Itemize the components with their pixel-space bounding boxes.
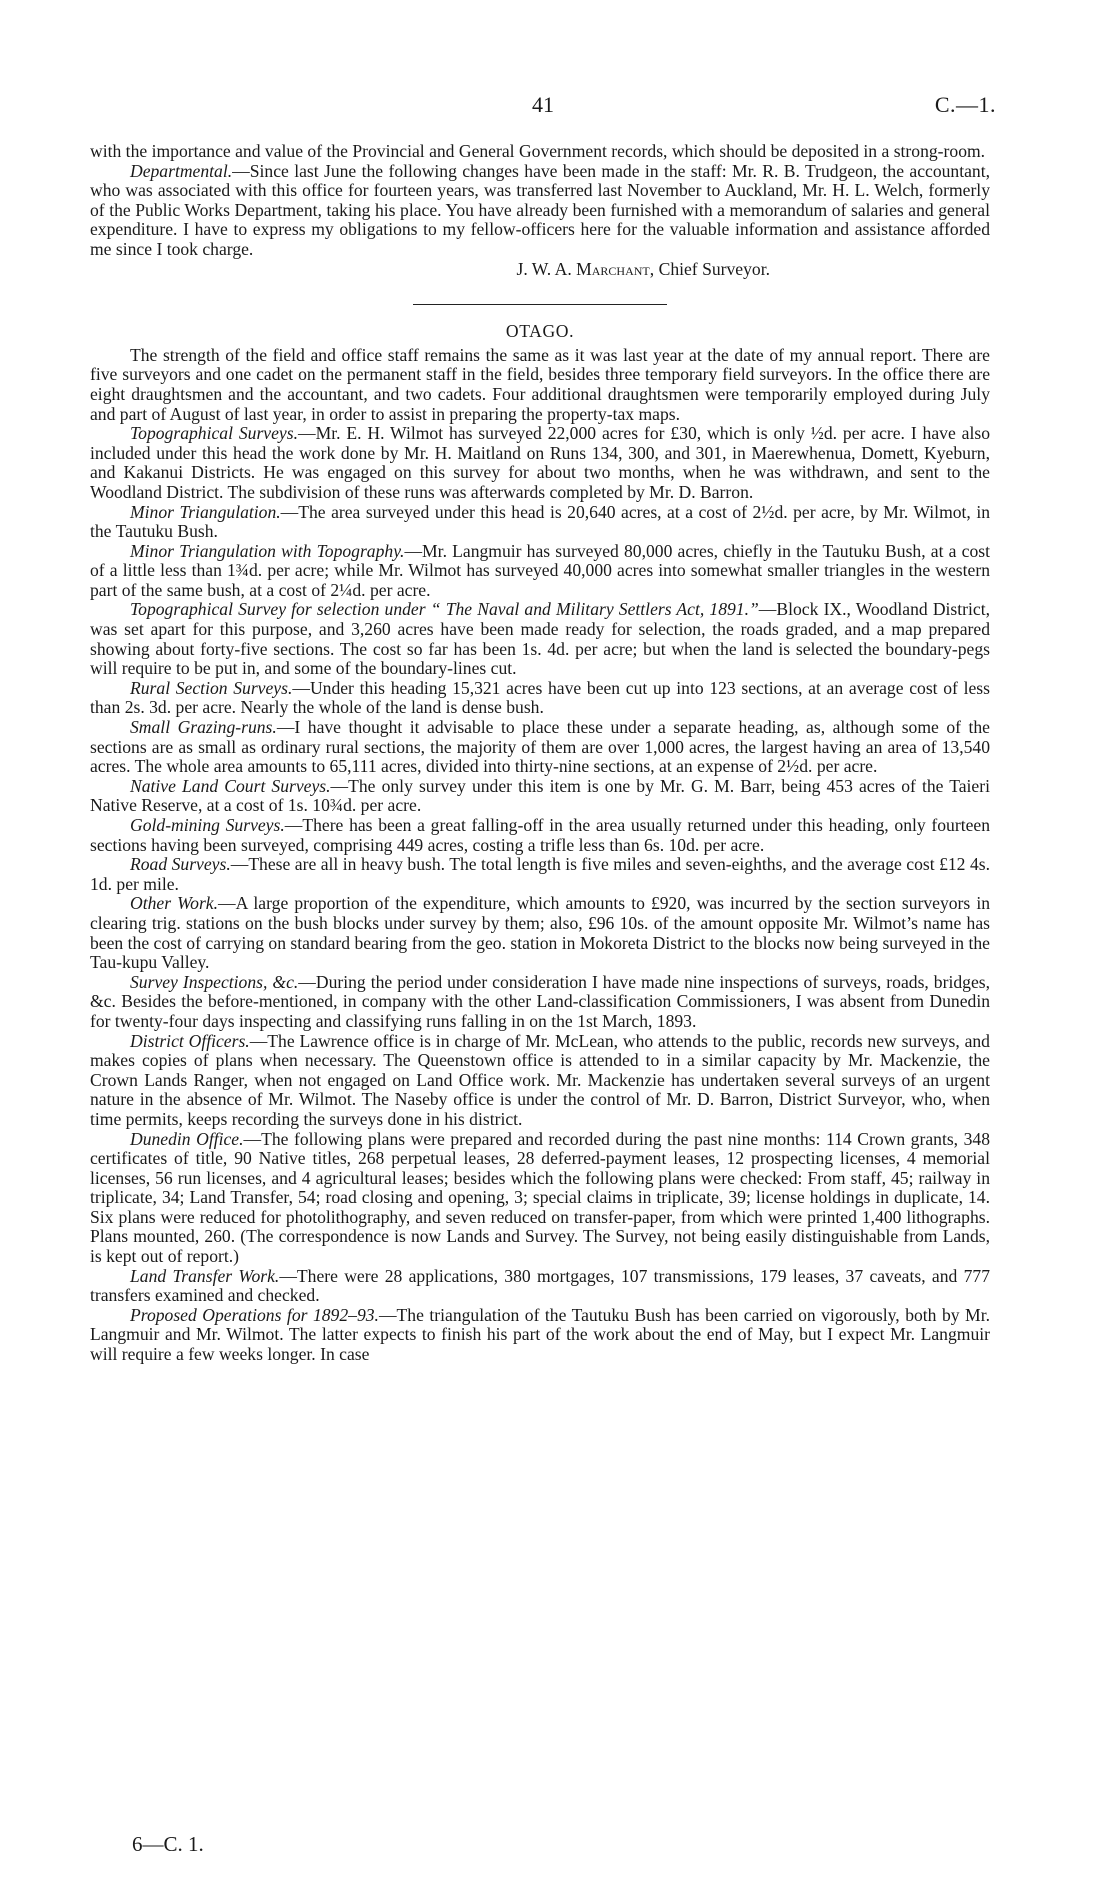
- paragraph-text: —The Lawrence office is in charge of Mr. McLean, who attends to the public, records new surveys, and makes copies of plans when necessary. The Queenstown office is attended to in a similar capacity by Mr. Mackenzie, the Crown Lands Ranger, when not engaged on Land Office work. Mr. Mackenzie has undertaken several surveys of an urgent nature in the absence of Mr. Wilmot. The Naseby office is under the control of Mr. D. Barron, District Surveyor, who, when time permits, keeps recording the surveys done in his district.: [90, 1030, 990, 1129]
- opening-paragraph: The strength of the field and office staff remains the same as it was last year at the date of my annual report. There are five surveyors and one cadet on the permanent staff in the field, besides three temporary field surveyors. In the office there are eight draughtsmen and the accountant, and two cadets. Four additional draughtsmen were temporarily employed during July and part of August of last year, in order to assist in preparing the property-tax maps.: [90, 344, 990, 424]
- paragraph-heading: Small Grazing-runs.: [130, 717, 277, 738]
- section-divider: [413, 304, 667, 305]
- departmental-text: —Since last June the following changes have been made in the staff: Mr. R. B. Trudgeon, the accountant, who was associated with this office for fourteen years, was transferred last November to Auckland, Mr. H. L. Welch, formerly of the Public Works Department, taking his place. You have already been furnished with a memorandum of salaries and general expenditure. I have to express my obligations to my fellow-officers here for the valuable information and assistance afforded me since I took charge.: [90, 160, 990, 259]
- section-paragraph: [90, 679, 990, 718]
- section-paragraph: [90, 1032, 990, 1130]
- paragraph-text: —The triangulation of the Tautuku Bush has been carried on vigorously, both by Mr. Langmuir and Mr. Wilmot. The latter expects to finish his part of the work about the end of May, but I expect Mr. Langmuir will require a few weeks longer. In case: [90, 1304, 990, 1365]
- body-text: [90, 142, 990, 1365]
- paragraph-heading: Minor Triangulation with Topography.: [130, 540, 405, 561]
- section-paragraph: [90, 424, 990, 502]
- page-number: 41: [532, 92, 554, 117]
- signature: [516, 260, 770, 280]
- section-paragraph: [90, 973, 990, 1032]
- section-paragraph: [90, 894, 990, 972]
- section-paragraph: [90, 503, 990, 542]
- paragraph-text: —The area surveyed under this head is 20,640 acres, at a cost of 2½d. per acre, by Mr. Wilmot, in the Tautuku Bush.: [90, 501, 990, 542]
- section-paragraph: [90, 816, 990, 855]
- paragraph-text: —Under this heading 15,321 acres have been cut up into 123 sections, at an average cost of less than 2s. 3d. per acre. Nearly the whole of the land is dense bush.: [90, 677, 990, 718]
- section-paragraph: [90, 855, 990, 894]
- signature-mark: 6—C. 1.: [132, 1832, 204, 1856]
- paragraph-text: —A large proportion of the expenditure, which amounts to £920, was incurred by the section surveyors in clearing trig. stations on the bush blocks under survey by them; also, £96 10s. of the amount opposite Mr. Wilmot’s name has been the cost of carrying on standard bearing from the geo. station in Mokoreta District to the blocks now being surveyed in the Tau-kupu Valley.: [90, 893, 991, 973]
- paragraph-text: —Block IX., Woodland District, was set apart for this purpose, and 3,260 acres have been made ready for selection, the roads graded, and a map prepared showing about forty-five sections. The cost so far has been 1s. 4d. per acre; but when the land is selected the boundary-pegs will require to be put in, and some of the boundary-lines cut.: [90, 599, 990, 679]
- section-paragraphs: [90, 424, 990, 1365]
- signature-name: J. W. A. Marchant,: [516, 258, 655, 279]
- paragraph-heading: Dunedin Office.: [130, 1128, 244, 1149]
- section-paragraph: [90, 1130, 990, 1267]
- paragraph-heading: Road Surveys.: [130, 854, 231, 875]
- paragraph-heading: Topographical Surveys.: [130, 423, 298, 444]
- section-paragraph: [90, 1267, 990, 1306]
- continued-paragraph: with the importance and value of the Provincial and General Government records, which should be deposited in a strong-room.: [90, 141, 986, 161]
- paragraph-text: —The following plans were prepared and recorded during the past nine months: 114 Crown grants, 348 certificates of title, 90 Native titles, 268 perpetual leases, 28 deferred-payment leases, 12 prospecting licenses, 4 memorial licenses, 56 run licenses, and 4 agricultural leases; besides which the following plans were checked: From staff, 45; railway in triplicate, 34; Land Transfer, 54; road closing and opening, 3; special claims in triplicate, 39; license holdings in duplicate, 14. Six plans were reduced for photolithography, and seven reduced on transfer-paper, from which were printed 1,400 lithographs. Plans mounted, 260. (The correspondence is now Lands and Survey. The Survey, not being easily distinguishable from Lands, is kept out of report.): [90, 1128, 991, 1267]
- paragraph-heading: Proposed Operations for 1892–93.: [130, 1304, 379, 1325]
- section-paragraph: [90, 600, 990, 678]
- paragraph-heading: Gold-mining Surveys.: [130, 815, 285, 835]
- paragraph-text: —Mr. E. H. Wilmot has surveyed 22,000 acres for £30, which is only ½d. per acre. I have also included under this head the work done by Mr. H. Maitland on Runs 134, 300, and 301, in Maerewhenua, Domett, Kyeburn, and Kakanui Districts. He was engaged on this survey for about two months, when he was withdrawn, and sent to the Woodland District. The subdivision of these runs was afterwards completed by Mr. D. Barron.: [90, 423, 990, 502]
- paragraph-text: —I have thought it advisable to place these under a separate heading, as, although some of the sections are as small as ordinary rural sections, the majority of them are over 1,000 acres, the largest having an area of 13,540 acres. The whole area amounts to 65,111 acres, divided into thirty-nine sections, at an expense of 2½d. per acre.: [90, 717, 990, 777]
- section-paragraph: [90, 777, 990, 816]
- signature-title: Chief Surveyor.: [658, 258, 770, 279]
- page-header: [90, 92, 996, 122]
- paragraph-heading: District Officers.: [130, 1030, 250, 1051]
- paragraph-heading: Land Transfer Work.: [130, 1265, 280, 1286]
- paragraph-text: —During the period under consideration I have made nine inspections of surveys, roads, bridges, &c. Besides the before-mentioned, in company with the other Land-classification Commissioners, I was absent from Dunedin for twenty-four days inspecting and classifying runs falling in on the 1st March, 1893.: [90, 971, 990, 1031]
- paragraph-heading: Survey Inspections, &c.: [130, 971, 299, 992]
- paragraph-heading: Native Land Court Surveys.: [130, 775, 331, 796]
- paragraph-text: —These are all in heavy bush. The total length is five miles and seven-eighths, and the average cost £12 4s. 1d. per mile.: [90, 854, 990, 894]
- section-title: OTAGO.: [505, 321, 575, 342]
- paragraph-heading: Other Work.: [130, 893, 219, 914]
- paragraph-text: —There were 28 applications, 380 mortgages, 107 transmissions, 179 leases, 37 caveats, and 777 transfers examined and checked.: [90, 1265, 990, 1306]
- paragraph-text: —There has been a great falling-off in the area usually returned under this heading, only fourteen sections having been surveyed, comprising 449 acres, costing a trifle less than 6s. 10d. per acre.: [90, 815, 990, 855]
- paragraph-heading: Topographical Survey for selection under “ The Naval and Military Settlers Act, 1891.”: [130, 599, 759, 620]
- departmental-paragraph: [90, 162, 990, 260]
- paper-reference: C.—1.: [934, 92, 996, 117]
- paragraph-text: —Mr. Langmuir has surveyed 80,000 acres, chiefly in the Tautuku Bush, at a cost of a little less than 1¾d. per acre; while Mr. Wilmot has surveyed 40,000 acres into somewhat smaller triangles in the western part of the same bush, at a cost of 2¼d. per acre.: [90, 540, 990, 600]
- paragraph-heading: Rural Section Surveys.: [130, 677, 293, 698]
- section-paragraph: [90, 1306, 990, 1365]
- paragraph-heading: Minor Triangulation.: [130, 501, 281, 522]
- paragraph-text: —The only survey under this item is one by Mr. G. M. Barr, being 453 acres of the Taieri Native Reserve, at a cost of 1s. 10¾d. per acre.: [90, 775, 990, 816]
- section-paragraph: [90, 718, 990, 777]
- signature-line: [90, 260, 770, 280]
- departmental-heading: Departmental.: [130, 160, 233, 181]
- section-paragraph: [90, 542, 990, 601]
